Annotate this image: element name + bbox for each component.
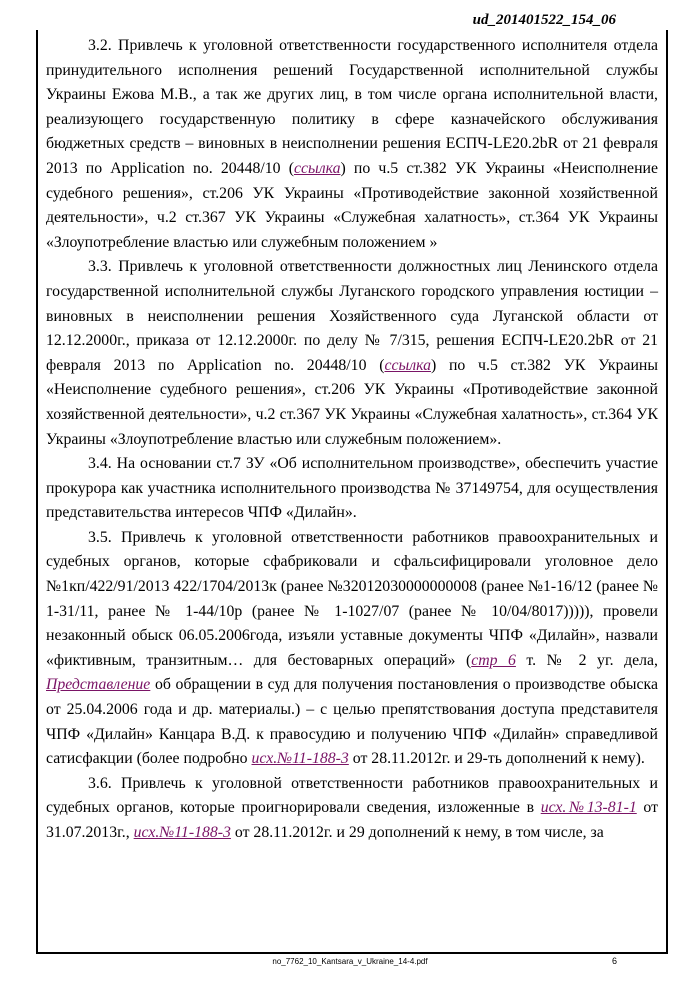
paragraph-text: 3.3. Привлечь к уголовной ответственности должностных лиц Ленинского отдела государственной исполнительной службы Луганского городского управления юстиции – виновных в неисполнении решения Хозяйственного суда Луганской области от 12.12.2000г., приказа от 12.12.2000г. по делу № 7/315, решения ЕСПЧ-LE20.2bR от 21 февраля 2013 по Application no. 20448/10 ( [46, 258, 658, 374]
paragraph-3-5 [46, 526, 658, 772]
document-id: ud_201401522_154_06 [472, 12, 616, 28]
link-predstavlenie[interactable]: Представление [46, 676, 151, 694]
paragraph-3-3 [46, 255, 658, 452]
footer-filename: no_7762_10_Kantsara_v_Ukraine_14-4.pdf [272, 957, 428, 966]
paragraph-text: об обращении в суд для получения постановления о производстве обыска от 25.04.2006 года и др. материалы.) – с целью препятствования доступа представителя ЧПФ «Дилайн» Канцара В.Д. к правосудию и получению ЧПФ «Дилайн» справедливой сатисфакции (более подробно [46, 676, 658, 768]
paragraph-text: от 31.07.2013г., [46, 799, 658, 841]
link-ref-11-188-3[interactable]: исх.№11-188-3 [133, 824, 231, 841]
page-number: 6 [612, 956, 618, 966]
paragraph-text: 3.2. Привлечь к уголовной ответственности государственного исполнителя отдела принудительного исполнения решений Государственной исполнительной службы Украины Ежова М.В., а так же других лиц, в том числе органа исполнительной власти, реализующего государственную политику в сфере казначейского обслуживания бюджетных средств – виновных в неисполнении решения ЕСПЧ-LE20.2bR от 21 февраля 2013 по Application no. 20448/10 ( [46, 37, 658, 177]
paragraph-text: от 28.11.2012г. и 29-ть дополнений к нему). [348, 750, 645, 768]
paragraph-text: от 28.11.2012г. и 29 дополнений к нему, в том числе, за [230, 824, 604, 841]
paragraph-3-6 [46, 772, 658, 846]
link-ssylka[interactable]: ссылка [384, 356, 431, 374]
link-ssylka[interactable]: ссылка [293, 159, 341, 177]
paragraph-3-4 [46, 452, 658, 526]
link-ref-13-81-1[interactable]: исх.№13-81-1 [540, 799, 637, 817]
paragraph-text: 3.5. Привлечь к уголовной ответственности работников правоохранительных и судебных органов, которые сфабриковали и сфальсифицировали уголовное дело №1кп/422/91/2013 422/1704/2013к (ранее №32012030000000008 (ранее №1-16/12 (ранее № 1-31/11, ранее № 1-44/10р (ранее № 1-1027/07 (ранее № 10/04/8017))))), провели незаконный обыск 06.05.2006года, изъяли уставные документы ЧПФ «Дилайн», назвали «фиктивным, транзитным… для бестоварных операций» ( [46, 528, 658, 669]
paragraph-text: т. № 2 уг. дела, [515, 651, 658, 669]
paragraph-text: 3.6. Привлечь к уголовной ответственности работников правоохранительных и судебных органов, которые проигнорировали сведения, изложенные в [46, 774, 658, 817]
paragraph-text: ) по ч.5 ст.382 УК Украины «Неисполнение судебного решения», ст.206 УК Украины «Противодействие законной хозяйственной деятельности», ч.2 ст.367 УК Украины «Служебная халатность», ст.364 УК Украины «Злоупотребление властью или служебным положением». [46, 356, 658, 448]
paragraph-3-2 [46, 34, 658, 255]
paragraph-text: 3.4. На основании ст.7 ЗУ «Об исполнительном производстве», обеспечить участие прокурора как участника исполнительного производства № 37149754, для осуществления представительства интересов ЧПФ «Дилайн». [46, 455, 658, 522]
document-body [46, 34, 658, 846]
paragraph-text: ) по ч.5 ст.382 УК Украины «Неисполнение судебного решения», ст.206 УК Украины «Противодействие законной хозяйственной деятельности», ч.2 ст.367 УК Украины «Служебная халатность», ст.364 УК Украины «Злоупотребление властью или служебным положением » [46, 159, 658, 251]
link-page-6[interactable]: стр 6 [471, 651, 516, 669]
link-ref-11-188-3[interactable]: исх.№11-188-3 [251, 750, 349, 768]
